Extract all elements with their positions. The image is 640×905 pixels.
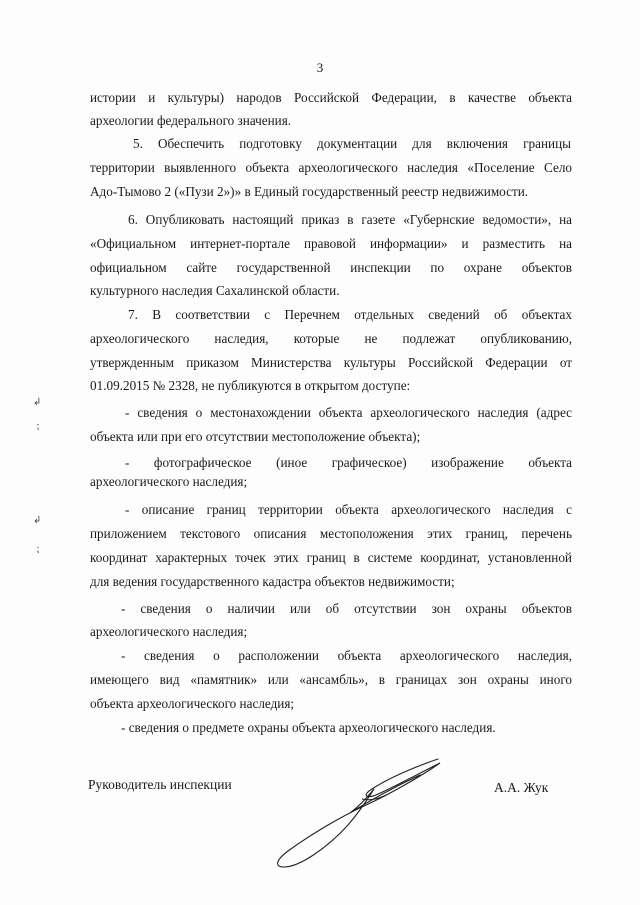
text-line: имеющего вид «памятник» или «ансамбль», в границах зон охраны иного — [90, 672, 572, 687]
text-line: истории и культуры) народов Российской Федерации, в качестве объекта — [90, 90, 572, 105]
text-line: для ведения государственного кадастра объектов недвижимости; — [90, 574, 455, 589]
text-line: 5. Обеспечить подготовку документации для включения границы — [133, 136, 571, 151]
text-line: приложением текстового описания местоположения этих границ, перечень — [90, 526, 572, 541]
text-line: археологического наследия; — [90, 624, 248, 639]
text-line: 6. Опубликовать настоящий приказ в газете «Губернские ведомости», на — [128, 212, 572, 227]
text-line: утвержденным приказом Министерства культуры Российской Федерации от — [90, 355, 572, 370]
text-line: - сведения о наличии или об отсутствии зон охраны объектов — [121, 601, 572, 616]
text-line: 01.09.2015 № 2328, не публикуются в открытом доступе: — [90, 378, 411, 393]
page-number: 3 — [316, 60, 324, 75]
text-line: «Официальном интернет-портале правовой информации» и разместить на — [90, 236, 572, 251]
signer-position: Руководитель инспекции — [88, 777, 232, 792]
text-line: археологического наследия, которые не подлежат опубликованию, — [90, 331, 572, 346]
text-line: археологии федерального значения. — [90, 113, 292, 128]
text-line: координат характерных точек этих границ в системе координат, установленной — [90, 550, 572, 565]
text-line: - сведения о местонахождении объекта археологического наследия (адрес — [125, 405, 572, 420]
text-line: - сведения о расположении объекта археологического наследия, — [121, 648, 572, 663]
text-line: археологического наследия; — [90, 474, 248, 489]
text-line: 7. В соответствии с Перечнем отдельных сведений об объектах — [128, 307, 572, 322]
text-line: территории выявленного объекта археологического наследия «Поселение Село — [90, 160, 572, 175]
signer-name: А.А. Жук — [494, 780, 549, 795]
text-line: Адо-Тымово 2 («Пузи 2»)» в Единый государственный реестр недвижимости. — [90, 184, 529, 199]
margin-mark: ↲ — [33, 515, 42, 526]
margin-mark: ⁏ — [36, 544, 40, 555]
handwritten-signature — [270, 755, 450, 870]
text-line: - описание границ территории объекта археологического наследия с — [125, 502, 572, 517]
text-line: объекта археологического наследия; — [90, 696, 295, 711]
text-line: - фотографическое (иное графическое) изображение объекта — [125, 455, 572, 470]
text-line: культурного наследия Сахалинской области. — [90, 283, 340, 298]
text-line: - сведения о предмете охраны объекта археологического наследия. — [121, 720, 496, 735]
margin-mark: ⁏ — [36, 421, 40, 432]
text-line: официальном сайте государственной инспекции по охране объектов — [90, 260, 572, 275]
text-line: объекта или при его отсутствии местоположение объекта); — [90, 429, 421, 444]
margin-mark: ↲ — [33, 397, 42, 408]
